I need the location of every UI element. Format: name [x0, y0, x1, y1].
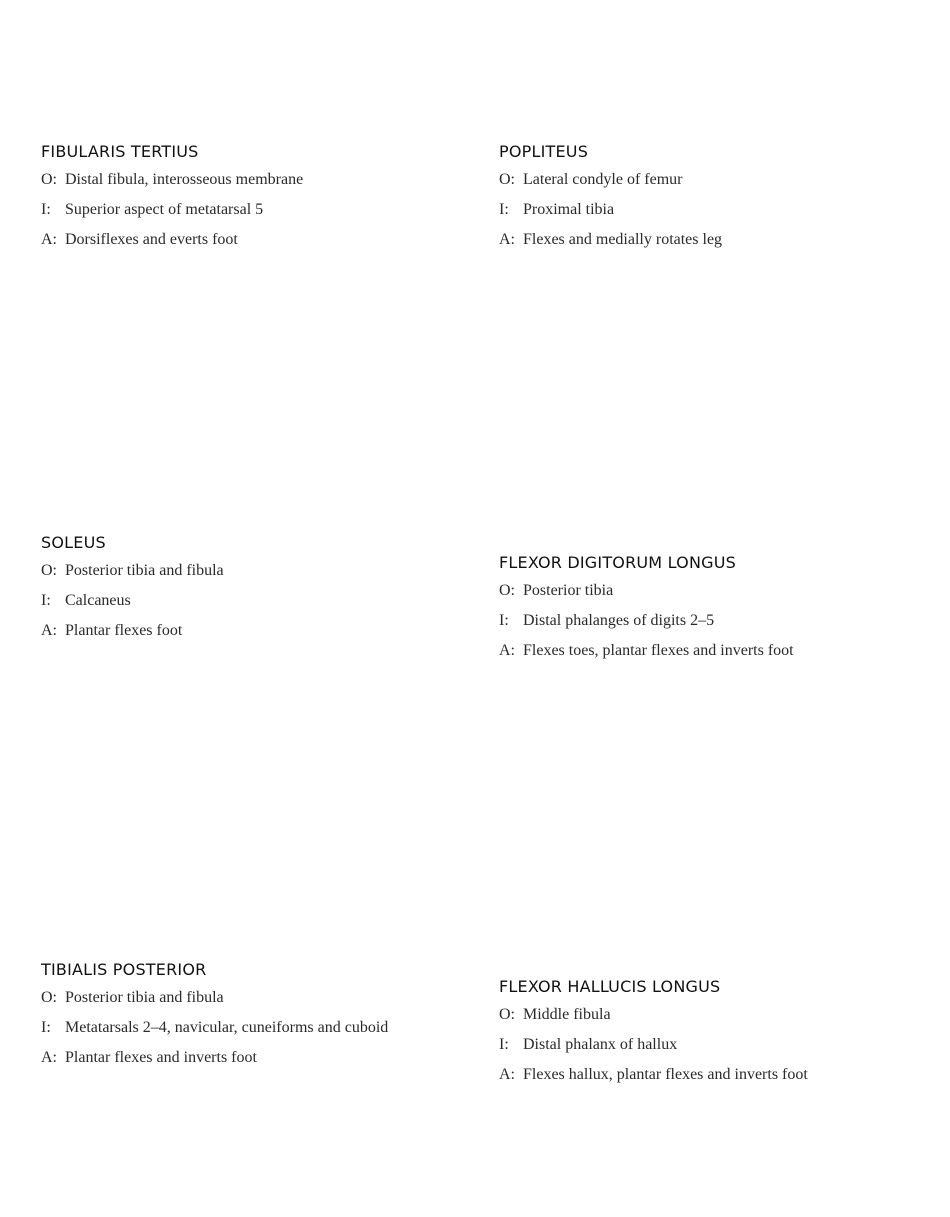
- muscle-title: SOLEUS: [41, 533, 106, 552]
- action-label: A:: [41, 622, 57, 639]
- muscle-card-tibialis-posterior: [41, 960, 461, 1078]
- origin-row: [41, 170, 461, 190]
- action-label: A:: [499, 642, 515, 659]
- insertion-value: Distal phalanx of hallux: [523, 1036, 678, 1053]
- origin-label: O:: [499, 1006, 515, 1023]
- muscle-card-popliteus: [499, 142, 919, 260]
- origin-value: Distal fibula, interosseous membrane: [65, 171, 304, 188]
- action-row: [499, 230, 919, 250]
- action-value: Plantar flexes and inverts foot: [65, 1049, 257, 1066]
- muscle-title: FLEXOR HALLUCIS LONGUS: [499, 977, 721, 996]
- action-row: [41, 1048, 461, 1068]
- origin-row: [499, 1005, 919, 1025]
- insertion-row: [41, 1018, 461, 1038]
- action-value: Flexes and medially rotates leg: [523, 231, 723, 248]
- origin-row: [499, 581, 919, 601]
- muscle-title: POPLITEUS: [499, 142, 589, 161]
- action-value: Plantar flexes foot: [65, 622, 183, 639]
- action-row: [41, 621, 461, 641]
- muscle-card-soleus: [41, 533, 461, 651]
- origin-label: O:: [499, 171, 515, 188]
- insertion-label: I:: [499, 1036, 509, 1053]
- origin-value: Posterior tibia and fibula: [65, 989, 224, 1006]
- insertion-value: Superior aspect of metatarsal 5: [65, 201, 264, 218]
- insertion-row: [41, 200, 461, 220]
- action-label: A:: [41, 231, 57, 248]
- origin-value: Posterior tibia: [523, 582, 614, 599]
- insertion-row: [499, 1035, 919, 1055]
- muscle-card-flexor-hallucis-longus: [499, 977, 919, 1095]
- origin-row: [499, 170, 919, 190]
- insertion-label: I:: [41, 592, 51, 609]
- insertion-label: I:: [41, 1019, 51, 1036]
- action-value: Flexes toes, plantar flexes and inverts foot: [523, 642, 794, 659]
- insertion-value: Proximal tibia: [523, 201, 615, 218]
- insertion-value: Calcaneus: [65, 592, 131, 609]
- action-label: A:: [499, 1066, 515, 1083]
- muscle-title: FLEXOR DIGITORUM LONGUS: [499, 553, 736, 572]
- muscle-card-fibularis-tertius: [41, 142, 461, 260]
- muscle-card-flexor-digitorum-longus: [499, 553, 919, 671]
- action-value: Dorsiflexes and everts foot: [65, 231, 238, 248]
- insertion-label: I:: [499, 612, 509, 629]
- insertion-value: Metatarsals 2–4, navicular, cuneiforms and cuboid: [65, 1019, 389, 1036]
- origin-value: Middle fibula: [523, 1006, 611, 1023]
- action-row: [499, 1065, 919, 1085]
- origin-label: O:: [41, 171, 57, 188]
- origin-row: [41, 988, 461, 1008]
- origin-label: O:: [41, 989, 57, 1006]
- origin-row: [41, 561, 461, 581]
- action-row: [41, 230, 461, 250]
- insertion-row: [499, 611, 919, 631]
- insertion-value: Distal phalanges of digits 2–5: [523, 612, 715, 629]
- action-row: [499, 641, 919, 661]
- insertion-label: I:: [41, 201, 51, 218]
- insertion-row: [41, 591, 461, 611]
- origin-value: Lateral condyle of femur: [523, 171, 683, 188]
- action-label: A:: [499, 231, 515, 248]
- origin-label: O:: [499, 582, 515, 599]
- origin-label: O:: [41, 562, 57, 579]
- insertion-label: I:: [499, 201, 509, 218]
- muscle-title: FIBULARIS TERTIUS: [41, 142, 199, 161]
- muscle-title: TIBIALIS POSTERIOR: [41, 960, 207, 979]
- action-label: A:: [41, 1049, 57, 1066]
- insertion-row: [499, 200, 919, 220]
- origin-value: Posterior tibia and fibula: [65, 562, 224, 579]
- action-value: Flexes hallux, plantar flexes and inverts foot: [523, 1066, 808, 1083]
